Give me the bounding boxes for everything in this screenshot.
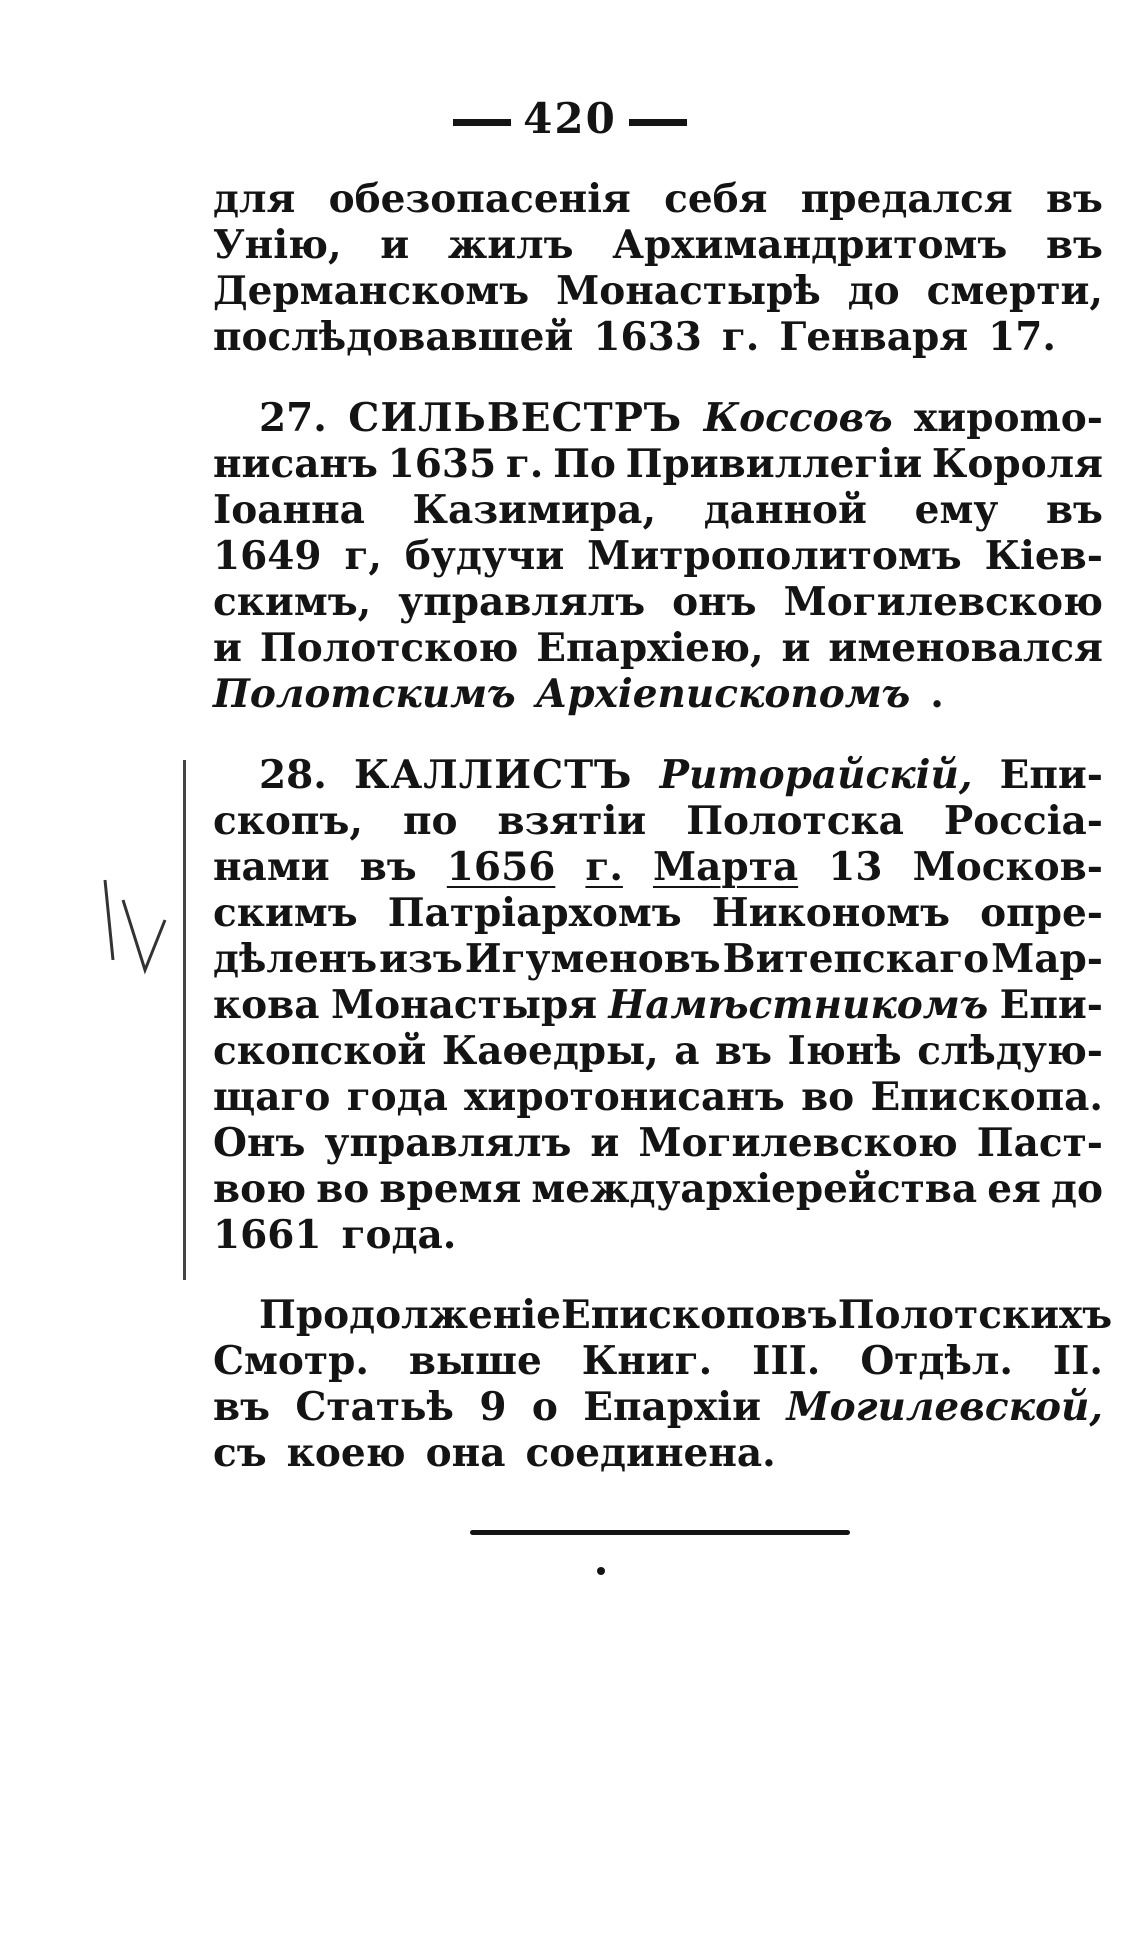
word: Митрополитомъ xyxy=(587,533,962,579)
word: 1656 xyxy=(446,844,556,890)
word: Москов- xyxy=(912,844,1103,890)
word: для xyxy=(213,176,296,222)
word: Могилевскою xyxy=(638,1120,958,1166)
word: въ xyxy=(715,1028,773,1074)
word: II. xyxy=(1052,1338,1103,1384)
text-line xyxy=(213,982,1103,1028)
word: нисанъ xyxy=(213,441,378,487)
text-line xyxy=(213,533,1103,579)
word: себя xyxy=(664,176,768,222)
word: Книг. xyxy=(581,1338,713,1384)
word: . xyxy=(930,671,944,717)
word: Іюнѣ xyxy=(787,1028,902,1074)
word: Каѳедры, xyxy=(441,1028,659,1074)
word: вою xyxy=(213,1166,307,1212)
word: СИЛЬВЕСТРЪ xyxy=(348,395,683,441)
text-line xyxy=(213,441,1103,487)
text-line xyxy=(213,1384,1103,1430)
word: опре- xyxy=(980,890,1103,936)
word: г. xyxy=(721,314,760,360)
text-line xyxy=(213,1292,1113,1338)
word: Полотскимъ xyxy=(213,671,516,717)
word: Монастыря xyxy=(330,982,598,1028)
word: 1661 xyxy=(213,1212,322,1258)
margin-bracket-line xyxy=(183,760,186,1280)
word: до xyxy=(847,268,900,314)
word: г, xyxy=(344,533,382,579)
text-line xyxy=(213,625,1103,671)
word: онъ xyxy=(672,579,757,625)
word: 17. xyxy=(988,314,1056,360)
text-line xyxy=(213,1166,1103,1212)
word: послѣдовавшей xyxy=(213,314,574,360)
word: дѣленъ xyxy=(213,936,378,982)
word: нами xyxy=(213,844,330,890)
word: Марта xyxy=(652,844,799,890)
word: III. xyxy=(752,1338,821,1384)
word: Архіепископомъ xyxy=(535,671,911,717)
word: и xyxy=(213,625,242,671)
word: Дерманскомъ xyxy=(213,268,530,314)
word: и xyxy=(380,222,410,268)
word: 9 xyxy=(479,1384,507,1430)
word: выше xyxy=(408,1338,542,1384)
word: 1635 xyxy=(387,441,497,487)
word: Смотр. xyxy=(213,1338,369,1384)
word: жилъ xyxy=(447,222,574,268)
text-line xyxy=(213,936,1103,982)
word: Полотска xyxy=(686,798,904,844)
word: въ xyxy=(1045,222,1103,268)
word: Епископа. xyxy=(870,1074,1103,1120)
word: соединена. xyxy=(525,1430,776,1476)
word: Іоанна xyxy=(213,487,365,533)
word: будучи xyxy=(404,533,565,579)
word: 1633 xyxy=(593,314,702,360)
margin-handwritten-mark xyxy=(95,860,175,1020)
text-line xyxy=(213,176,1103,222)
word: Игуменовъ xyxy=(464,936,721,982)
word: щаго xyxy=(213,1074,331,1120)
word: Полотскою xyxy=(259,625,519,671)
word: Генваря xyxy=(779,314,969,360)
text-line xyxy=(213,1120,1103,1166)
word: Привиллегіи xyxy=(625,441,923,487)
word: во xyxy=(801,1074,855,1120)
word: а xyxy=(674,1028,700,1074)
word: предался xyxy=(800,176,1013,222)
word: и xyxy=(781,625,811,671)
text-line xyxy=(213,579,1103,625)
word: Епархіи xyxy=(583,1384,762,1430)
word: Паст- xyxy=(976,1120,1103,1166)
word: скопской xyxy=(213,1028,427,1074)
word: Могилевскою xyxy=(783,579,1103,625)
page-number-left-dash xyxy=(453,119,511,126)
text-line xyxy=(213,222,1103,268)
word: время xyxy=(379,1166,522,1212)
word: скопъ, xyxy=(213,798,363,844)
word: Никономъ xyxy=(711,890,951,936)
closing-dot xyxy=(597,1567,605,1575)
word: скимъ xyxy=(213,890,358,936)
text-line xyxy=(213,487,1103,533)
text-line xyxy=(213,314,1103,360)
word: ему xyxy=(914,487,999,533)
word: хироmо- xyxy=(914,395,1103,441)
word: Коссовъ xyxy=(703,395,893,441)
word: 1649 xyxy=(213,533,322,579)
word: КАЛЛИСТЪ xyxy=(354,752,633,798)
paragraph-sylvester-kossov xyxy=(213,395,1103,717)
word: Унію, xyxy=(213,222,342,268)
word: кова xyxy=(213,982,320,1028)
paragraph-kallist-ritoraisky xyxy=(213,752,1103,1258)
word: года xyxy=(346,1074,448,1120)
text-line xyxy=(213,798,1103,844)
text-line xyxy=(213,268,1103,314)
word: Продолженіе xyxy=(259,1292,561,1338)
word: она xyxy=(425,1430,506,1476)
word: Риторайскій, xyxy=(659,752,973,798)
page-number xyxy=(0,94,1140,143)
word: Казимира, xyxy=(412,487,657,533)
word: хиротонисанъ xyxy=(464,1074,785,1120)
word: коею xyxy=(286,1430,406,1476)
paragraph-continuation xyxy=(213,176,1103,360)
word: изъ xyxy=(379,936,463,982)
word: Архимандритомъ xyxy=(612,222,1008,268)
paragraph-continuation-note xyxy=(213,1292,1113,1476)
page-number-value: 420 xyxy=(523,94,617,143)
word: въ xyxy=(359,844,417,890)
word: Патріархомъ xyxy=(387,890,682,936)
word: во xyxy=(316,1166,370,1212)
text-line xyxy=(213,1028,1103,1074)
word: обезопасенія xyxy=(328,176,631,222)
word: слѣдую- xyxy=(917,1028,1103,1074)
word: скимъ, xyxy=(213,579,372,625)
word: Статьѣ xyxy=(295,1384,454,1430)
word: года. xyxy=(341,1212,457,1258)
word: 28. xyxy=(259,752,327,798)
word: по xyxy=(402,798,458,844)
text-line xyxy=(213,890,1103,936)
word: въ xyxy=(213,1384,271,1430)
page-number-right-dash xyxy=(629,119,687,126)
word: Кіев- xyxy=(984,533,1103,579)
word: Витепскаго xyxy=(722,936,990,982)
word: междуархіерейства xyxy=(531,1166,978,1212)
word: именовался xyxy=(828,625,1103,671)
word: Епи- xyxy=(999,982,1103,1028)
word: о xyxy=(531,1384,558,1430)
word: г. xyxy=(505,441,544,487)
word: и xyxy=(590,1120,620,1166)
word: Короля xyxy=(931,441,1103,487)
word: Онъ xyxy=(213,1120,306,1166)
text-line xyxy=(213,1212,1103,1258)
word: въ xyxy=(1045,176,1103,222)
text-line xyxy=(213,671,1103,717)
word: управлялъ xyxy=(398,579,646,625)
word: Епархіею, xyxy=(536,625,764,671)
word: Могилевской, xyxy=(786,1384,1103,1430)
text-line xyxy=(213,1430,1103,1476)
word: г. xyxy=(585,844,623,890)
word: съ xyxy=(213,1430,267,1476)
text-line xyxy=(213,1074,1103,1120)
word: въ xyxy=(1045,487,1103,533)
word: управлялъ xyxy=(324,1120,572,1166)
text-line xyxy=(213,1338,1103,1384)
word: до xyxy=(1050,1166,1103,1212)
word: 13 xyxy=(828,844,883,890)
word: Россіа- xyxy=(943,798,1103,844)
text-line xyxy=(213,844,1103,890)
word: данной xyxy=(703,487,867,533)
word: По xyxy=(553,441,616,487)
word: Полотскихъ xyxy=(837,1292,1113,1338)
text-line xyxy=(213,395,1103,441)
text-line xyxy=(213,752,1103,798)
word: 27. xyxy=(259,395,327,441)
word: смерти, xyxy=(926,268,1103,314)
word: Епископовъ xyxy=(560,1292,838,1338)
word: ея xyxy=(987,1166,1041,1212)
word: Епи- xyxy=(999,752,1103,798)
word: Намѣстникомъ xyxy=(608,982,989,1028)
word: Мар- xyxy=(991,936,1103,982)
closing-rule xyxy=(470,1530,850,1535)
word: взятіи xyxy=(497,798,647,844)
word: Монастырѣ xyxy=(556,268,821,314)
word: Отдѣл. xyxy=(860,1338,1013,1384)
